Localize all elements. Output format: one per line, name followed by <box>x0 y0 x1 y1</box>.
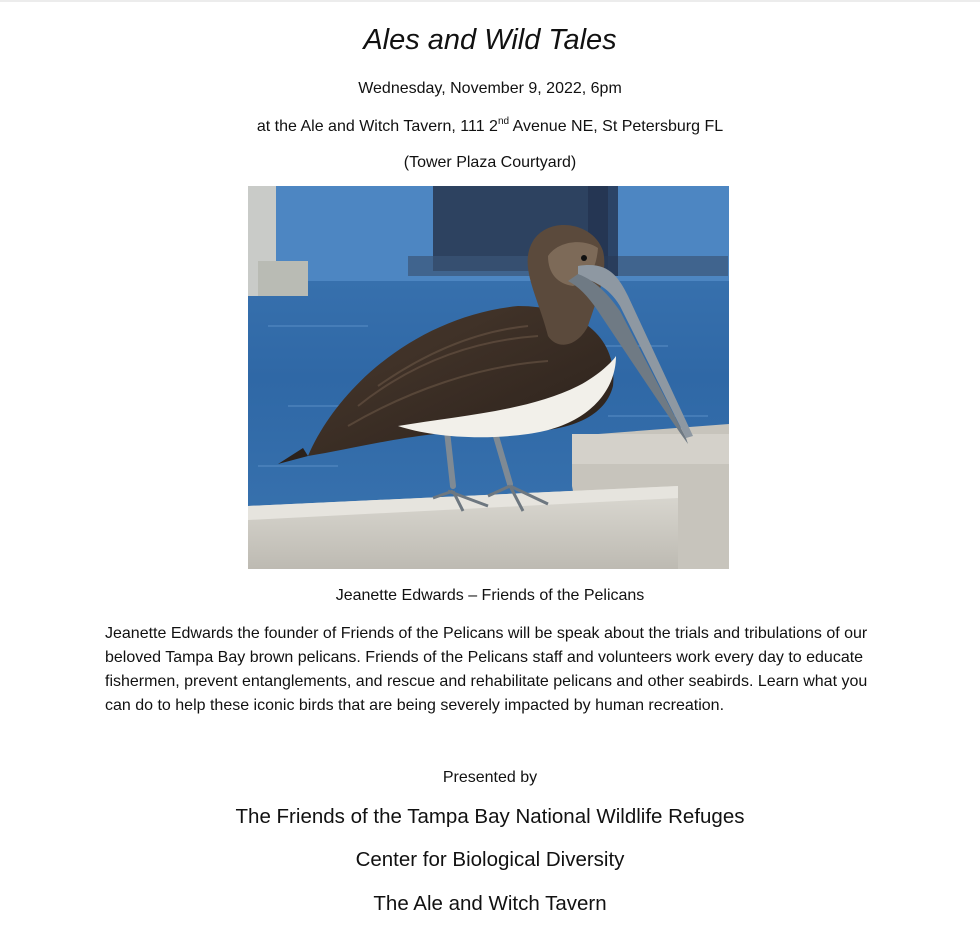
page-top-border <box>0 0 980 2</box>
location-suffix: Avenue NE, St Petersburg FL <box>509 118 724 135</box>
presenter-org: The Friends of the Tampa Bay National Wildlife Refuges <box>235 805 745 828</box>
speaker-description: Jeanette Edwards the founder of Friends of the Pelicans will be speak about the trials and tribulations of our beloved Tampa Bay brown pelicans. Friends of the Pelicans staff and volunteers work every day to educate fishermen, prevent entanglements, and rescue and rehabilitate pelicans and other seabirds. Learn what you can do to help these iconic birds that are being severely impacted by human recreation. <box>105 625 868 714</box>
presenter-org: The Ale and Witch Tavern <box>373 892 607 915</box>
presenter-org: Center for Biological Diversity <box>355 848 625 871</box>
event-datetime: Wednesday, November 9, 2022, 6pm <box>358 80 622 97</box>
location-prefix: at the Ale and Witch Tavern, 111 2 <box>256 118 498 135</box>
pelican-photo <box>248 186 729 569</box>
location-ordinal-suffix: nd <box>497 115 510 127</box>
presented-by-label: Presented by <box>442 769 538 786</box>
speaker-caption: Jeanette Edwards – Friends of the Pelicans <box>335 587 645 604</box>
venue-note: (Tower Plaza Courtyard) <box>403 154 577 171</box>
event-location <box>0 115 980 136</box>
event-title: Ales and Wild Tales <box>363 24 617 56</box>
